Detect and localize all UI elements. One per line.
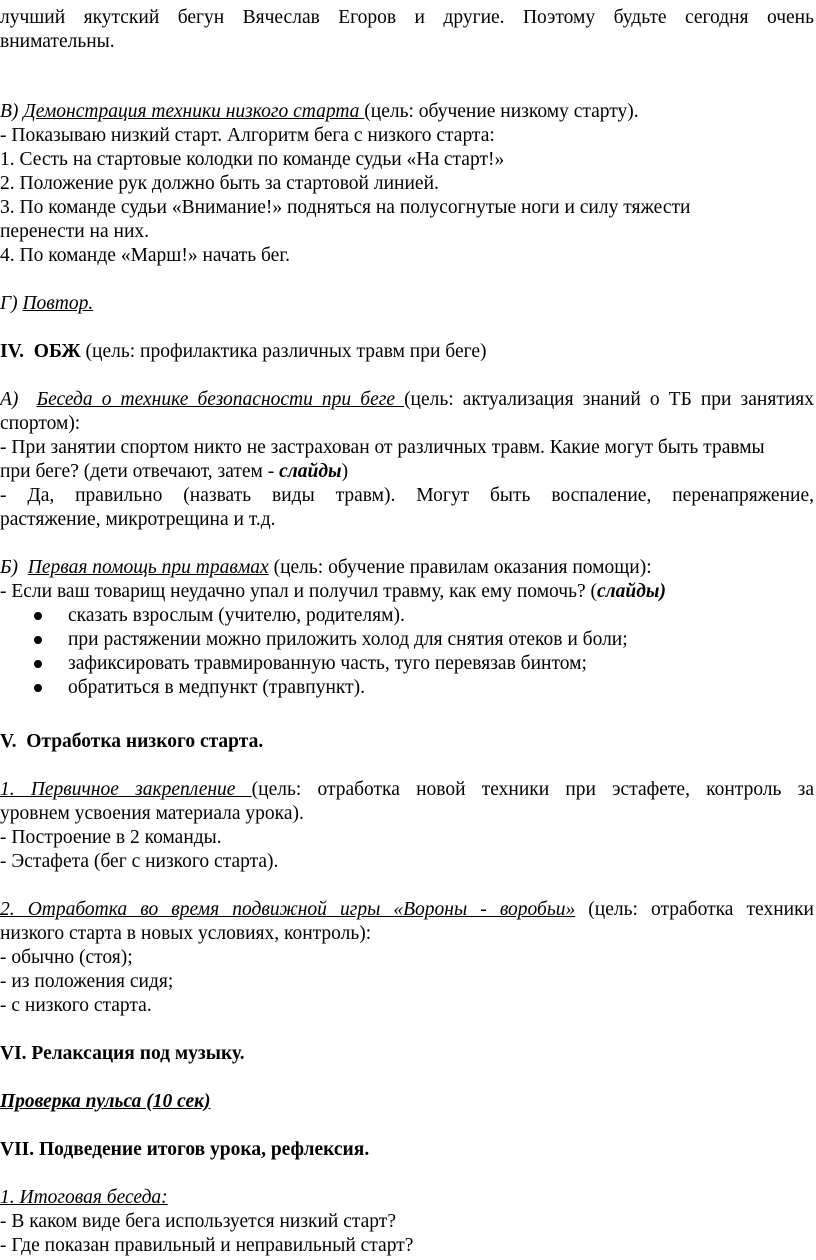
section-label: 1.: [0, 779, 15, 800]
section-title: Релаксация под музыку.: [31, 1043, 245, 1064]
list-item: 3. По команде судьи «Внимание!» подняться на полусогнутые ноги и силу тяжести: [0, 197, 691, 218]
list-item: - из положения сидя;: [0, 971, 174, 992]
text-run: при беге? (дети отвечают, затем -: [0, 461, 280, 482]
pulse-heading: [0, 1090, 816, 1114]
section-title: Отработка во время подвижной игры «Вороны - воробьи»: [14, 899, 576, 920]
section-title: Первая помощь при травмах: [27, 557, 269, 578]
section-heading-g: [0, 292, 816, 316]
section-heading-iv: [0, 340, 816, 364]
section-heading-v-num: [0, 730, 816, 754]
section-title: Демонстрация техники низкого старта: [23, 101, 365, 122]
paragraph-line: [0, 460, 816, 484]
list-item: 4. По команде «Марш!» начать бег.: [0, 245, 290, 266]
subsection-heading-b: [0, 556, 816, 580]
list-item: перенести на них.: [0, 221, 150, 242]
list-item: - Где показан правильный и неправильный старт?: [0, 1235, 414, 1256]
list-item: 1. Сесть на стартовые колодки по команде судьи «На старт!»: [0, 149, 505, 170]
bullet-icon: [34, 684, 42, 692]
section-goal: (цель: профилактика различных травм при беге): [80, 341, 487, 362]
section-heading-vii: [0, 1138, 816, 1162]
section-goal: (цель: обучение правилам оказания помощи):: [268, 557, 652, 578]
paragraph-line: спортом):: [0, 413, 81, 434]
section-goal: (цель: отработка новой техники при эстафете, контроль за: [251, 779, 814, 800]
section-title: Повтор.: [22, 293, 94, 314]
list-item: - обычно (стоя);: [0, 947, 133, 968]
section-title: Беседа о технике безопасности при беге: [36, 389, 405, 410]
subsection-heading-1: [0, 778, 814, 802]
slides-label: слайды: [279, 461, 342, 482]
list-item: - с низкого старта.: [0, 995, 152, 1016]
paragraph-line: [0, 580, 816, 604]
section-title: Подведение итогов урока, рефлексия.: [39, 1139, 370, 1160]
text-run: - Если ваш товарищ неудачно упал и получил травму, как ему помочь? (: [0, 581, 597, 602]
list-item: - В каком виде бега используется низкий старт?: [0, 1211, 396, 1232]
list-item: - Построение в 2 команды.: [0, 827, 222, 848]
section-label: Г): [0, 293, 18, 314]
bullet-icon: [34, 612, 42, 620]
section-title: Итоговая беседа:: [14, 1187, 168, 1208]
subsection-heading-2: [0, 898, 814, 922]
section-heading-v: [0, 100, 816, 124]
subsection-heading-a: [0, 388, 814, 412]
paragraph-line: лучший якутский бегун Вячеслав Егоров и другие. Поэтому будьте сегодня очень: [0, 7, 814, 28]
section-goal: (цель: актуализация знаний о ТБ при занятиях: [404, 389, 814, 410]
paragraph-line: низкого старта в новых условиях, контроль):: [0, 923, 372, 944]
slides-label: слайды): [597, 581, 666, 602]
section-number: IV.: [0, 341, 25, 362]
section-title: ОБЖ: [33, 341, 81, 362]
paragraph-line: уровнем усвоения материала урока).: [0, 803, 304, 824]
bullet-text: сказать взрослым (учителю, родителям).: [68, 605, 405, 626]
paragraph-line: внимательны.: [0, 31, 115, 52]
bullet-text: обратиться в медпункт (травпункт).: [68, 677, 366, 698]
section-title: Проверка пульса (10 сек): [0, 1091, 211, 1112]
bullet-icon: [34, 636, 42, 644]
section-label: В): [0, 101, 19, 122]
section-label: Б): [0, 557, 18, 578]
section-label: 1.: [0, 1187, 15, 1208]
text-run: ): [341, 461, 349, 482]
list-item: 2. Положение рук должно быть за стартовой линией.: [0, 173, 439, 194]
paragraph-line: - При занятии спортом никто не застрахован от различных травм. Какие могут быть травмы: [0, 437, 765, 458]
paragraph-line: - Показываю низкий старт. Алгоритм бега с низкого старта:: [0, 125, 495, 146]
section-number: VII.: [0, 1139, 35, 1160]
paragraph-line: - Да, правильно (назвать виды травм). Могут быть воспаление, перенапряжение,: [0, 485, 814, 506]
bullet-text: зафиксировать травмированную часть, туго перевязав бинтом;: [68, 653, 587, 674]
list-item: - Эстафета (бег с низкого старта).: [0, 851, 279, 872]
section-heading-vi: [0, 1042, 816, 1066]
section-goal: (цель: отработка техники: [575, 899, 814, 920]
section-number: VI.: [0, 1043, 27, 1064]
section-goal: (цель: обучение низкому старту).: [364, 101, 639, 122]
paragraph-line: растяжение, микротрещина и т.д.: [0, 509, 276, 530]
section-label: А): [0, 389, 19, 410]
final-heading: [0, 1186, 816, 1210]
section-label: 2.: [0, 899, 15, 920]
section-title: Первичное закрепление: [14, 779, 252, 800]
bullet-icon: [34, 660, 42, 668]
section-title: Отработка низкого старта.: [26, 731, 264, 752]
bullet-text: при растяжении можно приложить холод для снятия отеков и боли;: [68, 629, 628, 650]
section-number: V.: [0, 731, 17, 752]
